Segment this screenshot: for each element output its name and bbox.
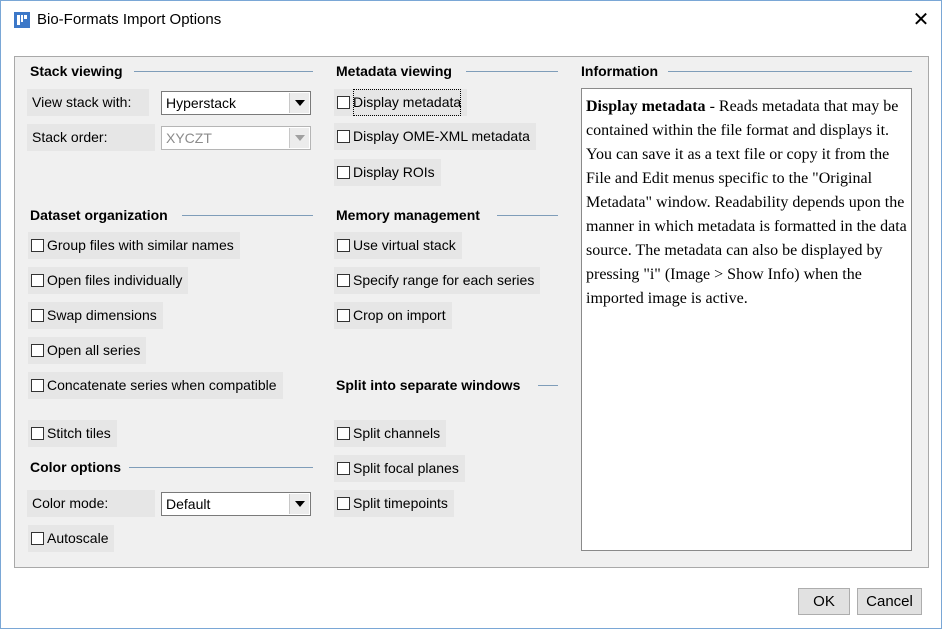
checkbox-label: Autoscale (47, 530, 109, 546)
checkbox-box (31, 532, 44, 545)
open-all-series-checkbox[interactable] (28, 337, 146, 364)
checkbox-box (337, 130, 350, 143)
close-button[interactable] (901, 1, 941, 39)
stack-order-select[interactable] (161, 126, 311, 150)
chevron-down-icon (289, 494, 309, 514)
checkbox-label: Open files individually (47, 272, 183, 288)
stack-order-value: XYCZT (166, 130, 212, 146)
checkbox-box (31, 239, 44, 252)
checkbox-box (31, 427, 44, 440)
color-mode-select[interactable] (161, 492, 311, 516)
section-divider (538, 385, 558, 386)
checkbox-box (31, 309, 44, 322)
checkbox-label: Use virtual stack (353, 237, 456, 253)
display-ome-xml-checkbox[interactable] (334, 123, 536, 150)
checkbox-box (337, 239, 350, 252)
view-stack-value: Hyperstack (166, 95, 237, 111)
color-mode-value: Default (166, 496, 211, 512)
cancel-button[interactable]: Cancel (857, 588, 922, 615)
split-focal-planes-checkbox[interactable] (334, 455, 465, 482)
view-stack-label: View stack with: (27, 89, 149, 116)
section-divider (134, 71, 313, 72)
checkbox-box (337, 427, 350, 440)
virtual-stack-checkbox[interactable] (334, 232, 462, 259)
group-files-checkbox[interactable] (28, 232, 240, 259)
checkbox-label: Swap dimensions (47, 307, 157, 323)
checkbox-label: Split channels (353, 425, 441, 441)
title-bar (1, 1, 941, 39)
checkbox-label: Specify range for each series (353, 272, 535, 288)
section-divider (668, 71, 912, 72)
checkbox-box (337, 96, 350, 109)
display-rois-checkbox[interactable] (334, 159, 441, 186)
information-heading: Information (581, 63, 664, 79)
checkbox-label: Split focal planes (353, 460, 459, 476)
checkbox-box (337, 274, 350, 287)
checkbox-box (31, 344, 44, 357)
stitch-tiles-checkbox[interactable] (28, 420, 117, 447)
split-windows-heading: Split into separate windows (336, 377, 526, 393)
split-channels-checkbox[interactable] (334, 420, 446, 447)
memory-management-heading: Memory management (336, 207, 486, 223)
stack-viewing-heading: Stack viewing (30, 63, 129, 79)
color-options-heading: Color options (30, 459, 127, 475)
checkbox-label: Display metadata (353, 89, 461, 116)
concatenate-series-checkbox[interactable] (28, 372, 283, 399)
stack-order-label: Stack order: (27, 124, 155, 151)
checkbox-box (337, 497, 350, 510)
crop-on-import-checkbox[interactable] (334, 302, 452, 329)
section-divider (466, 71, 558, 72)
checkbox-box (337, 462, 350, 475)
checkbox-box (31, 274, 44, 287)
window-title: Bio-Formats Import Options (37, 11, 222, 28)
checkbox-label: Display OME-XML metadata (353, 128, 530, 144)
section-divider (497, 215, 558, 216)
dataset-organization-heading: Dataset organization (30, 207, 174, 223)
checkbox-box (337, 309, 350, 322)
chevron-down-icon (289, 93, 309, 113)
chevron-down-icon (289, 128, 309, 148)
section-divider (129, 467, 313, 468)
color-mode-label: Color mode: (27, 490, 155, 517)
checkbox-label: Concatenate series when compatible (47, 377, 277, 393)
checkbox-label: Group files with similar names (47, 237, 234, 253)
checkbox-box (31, 379, 44, 392)
ok-button[interactable]: OK (798, 588, 850, 615)
information-title: Display metadata (586, 98, 706, 115)
autoscale-checkbox[interactable] (28, 525, 114, 552)
information-body: - Reads metadata that may be contained within the file format and displays it. You can save it as a text file or copy it from the File and Edit menus specific to the "Original Metadata" window. Readability depends upon the manner in which metadata is formatted in the data source. The metadata can also be displayed by pressing "i" (Image > Show Info) when the imported image is active. (586, 98, 907, 307)
checkbox-label: Split timepoints (353, 495, 448, 511)
view-stack-select[interactable] (161, 91, 311, 115)
checkbox-label: Crop on import (353, 307, 446, 323)
swap-dimensions-checkbox[interactable] (28, 302, 163, 329)
split-timepoints-checkbox[interactable] (334, 490, 454, 517)
checkbox-label: Open all series (47, 342, 141, 358)
close-icon: ✕ (912, 9, 930, 31)
checkbox-label: Display ROIs (353, 164, 435, 180)
specify-range-checkbox[interactable] (334, 267, 540, 294)
checkbox-box (337, 166, 350, 179)
information-text-area (581, 88, 912, 551)
section-divider (182, 215, 313, 216)
open-individually-checkbox[interactable] (28, 267, 188, 294)
checkbox-label: Stitch tiles (47, 425, 111, 441)
bio-formats-icon (14, 12, 30, 28)
metadata-viewing-heading: Metadata viewing (336, 63, 458, 79)
display-metadata-checkbox[interactable] (334, 89, 467, 116)
